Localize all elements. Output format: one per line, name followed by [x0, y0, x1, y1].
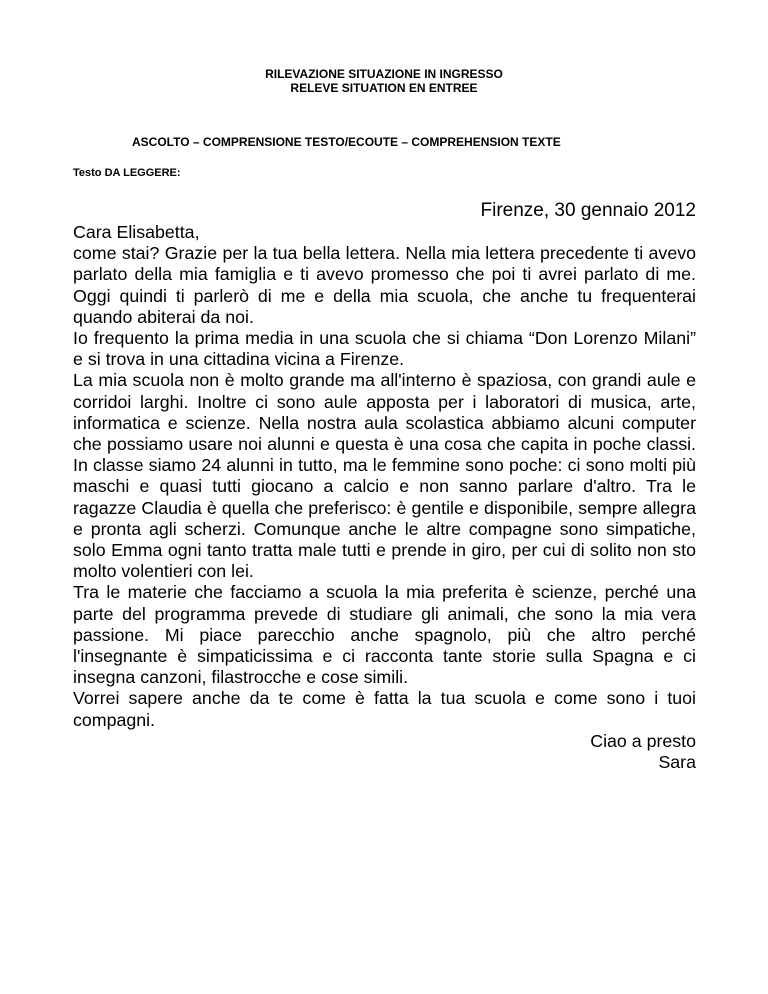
instruction-label: Testo DA LEGGERE:	[73, 167, 181, 179]
letter-date: Firenze, 30 gennaio 2012	[480, 200, 696, 221]
letter-signature: Sara	[658, 752, 696, 773]
letter-closing: Ciao a presto	[590, 730, 696, 751]
letter-salutation: Cara Elisabetta,	[73, 222, 200, 242]
title-line-1: RILEVAZIONE SITUAZIONE IN INGRESSO	[265, 67, 503, 81]
letter-paragraph: Tra le materie che facciamo a scuola la mia preferita è scienze, perché una parte del programma prevede di studiare gli animali, che sono la mia vera passione. Mi piace parecchio anche spagnolo, più che altro perché l'insegnante è simpaticissima e ci racconta tante storie sulla Spagna e ci insegna canzoni, filastrocche e cose simili.	[73, 582, 696, 688]
letter-paragraph: Vorrei sapere anche da te come è fatta la tua scuola e come sono i tuoi compagni.	[73, 688, 696, 730]
letter-body	[73, 200, 696, 773]
letter-paragraph: Io frequento la prima media in una scuola che si chiama “Don Lorenzo Milani” e si trova in una cittadina vicina a Firenze.	[73, 328, 696, 370]
letter-paragraph: come stai? Grazie per la tua bella lettera. Nella mia lettera precedente ti avevo parlato della mia famiglia e ti avevo promesso che poi ti avrei parlato di me. Oggi quindi ti parlerò di me e della mia scuola, che anche tu frequenterai quando abiterai da noi.	[73, 243, 696, 327]
document-title	[0, 67, 768, 95]
title-line-2: RELEVE SITUATION EN ENTREE	[290, 81, 478, 95]
letter-paragraph: La mia scuola non è molto grande ma all'interno è spaziosa, con grandi aule e corridoi larghi. Inoltre ci sono aule apposta per i laboratori di musica, arte, informatica e scienze. Nella nostra aula scolastica abbiamo alcuni computer che possiamo usare noi alunni e questa è una cosa che capita in poche classi. In classe siamo 24 alunni in tutto, ma le femmine sono poche: ci sono molti più maschi e quasi tutti giocano a calcio e non sanno parlare d'altro. Tra le ragazze Claudia è quella che preferisco: è gentile e disponibile, sempre allegra e pronta agli scherzi. Comunque anche le altre compagne sono simpatiche, solo Emma ogni tanto tratta male tutti e prende in giro, per cui di solito non sto molto volentieri con lei.	[73, 370, 696, 582]
section-heading: ASCOLTO – COMPRENSIONE TESTO/ECOUTE – COMPREHENSION TEXTE	[132, 135, 561, 149]
